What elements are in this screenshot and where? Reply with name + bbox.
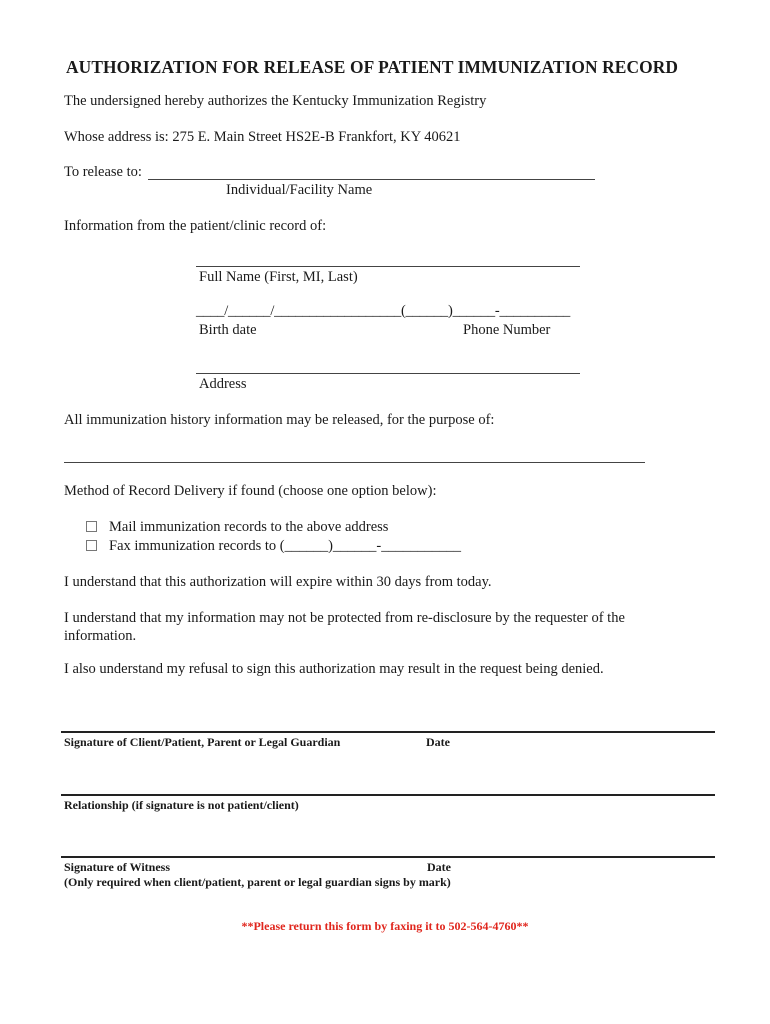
info-from-text: Information from the patient/clinic record of: (64, 218, 327, 234)
release-to-field[interactable] (148, 179, 595, 180)
purpose-field[interactable] (64, 462, 645, 463)
option-fax[interactable] (86, 538, 461, 555)
redisclosure-statement-line2: information. (64, 628, 137, 644)
witness-date-label: Date (427, 860, 451, 874)
expire-statement: I understand that this authorization will expire within 30 days from today. (64, 574, 492, 590)
refusal-statement: I also understand my refusal to sign this authorization may result in the request being denied. (64, 661, 604, 677)
witness-signature-field[interactable] (61, 856, 715, 858)
relationship-label: Relationship (if signature is not patient/client) (64, 798, 299, 812)
redisclosure-statement-line1: I understand that my information may not be protected from re-disclosure by the requester of the (64, 610, 625, 626)
date-label: Date (426, 735, 450, 749)
intro-text: The undersigned hereby authorizes the Kentucky Immunization Registry (64, 93, 487, 109)
address-field[interactable] (196, 373, 580, 374)
delivery-method-text: Method of Record Delivery if found (choose one option below): (64, 483, 437, 499)
fax-checkbox[interactable] (86, 540, 97, 551)
phone-caption: Phone Number (463, 322, 551, 338)
return-fax-note: **Please return this form by faxing it to 502-564-4760** (241, 919, 529, 933)
client-signature-label: Signature of Client/Patient, Parent or Legal Guardian (64, 735, 341, 749)
full-name-field[interactable] (196, 266, 580, 267)
release-to-label: To release to: (64, 164, 142, 180)
relationship-field[interactable] (61, 794, 715, 796)
purpose-text: All immunization history information may be released, for the purpose of: (64, 412, 495, 428)
option-mail[interactable] (86, 519, 388, 536)
client-signature-field[interactable] (61, 731, 715, 733)
registry-address: Whose address is: 275 E. Main Street HS2E-B Frankfort, KY 40621 (64, 129, 461, 145)
option-mail-label: Mail immunization records to the above address (109, 519, 389, 535)
full-name-caption: Full Name (First, MI, Last) (199, 269, 358, 285)
witness-signature-label: Signature of Witness (64, 860, 171, 874)
mail-checkbox[interactable] (86, 521, 97, 532)
release-to-caption: Individual/Facility Name (226, 182, 373, 198)
option-fax-label: Fax immunization records to (______)______-___________ (109, 538, 461, 554)
witness-note: (Only required when client/patient, parent or legal guardian signs by mark) (64, 875, 451, 889)
address-caption: Address (199, 376, 247, 392)
birth-date-caption: Birth date (199, 322, 257, 338)
birth-phone-field[interactable]: ____/______/__________________(______)______-__________ (196, 303, 571, 319)
form-title: AUTHORIZATION FOR RELEASE OF PATIENT IMMUNIZATION RECORD (66, 57, 679, 77)
